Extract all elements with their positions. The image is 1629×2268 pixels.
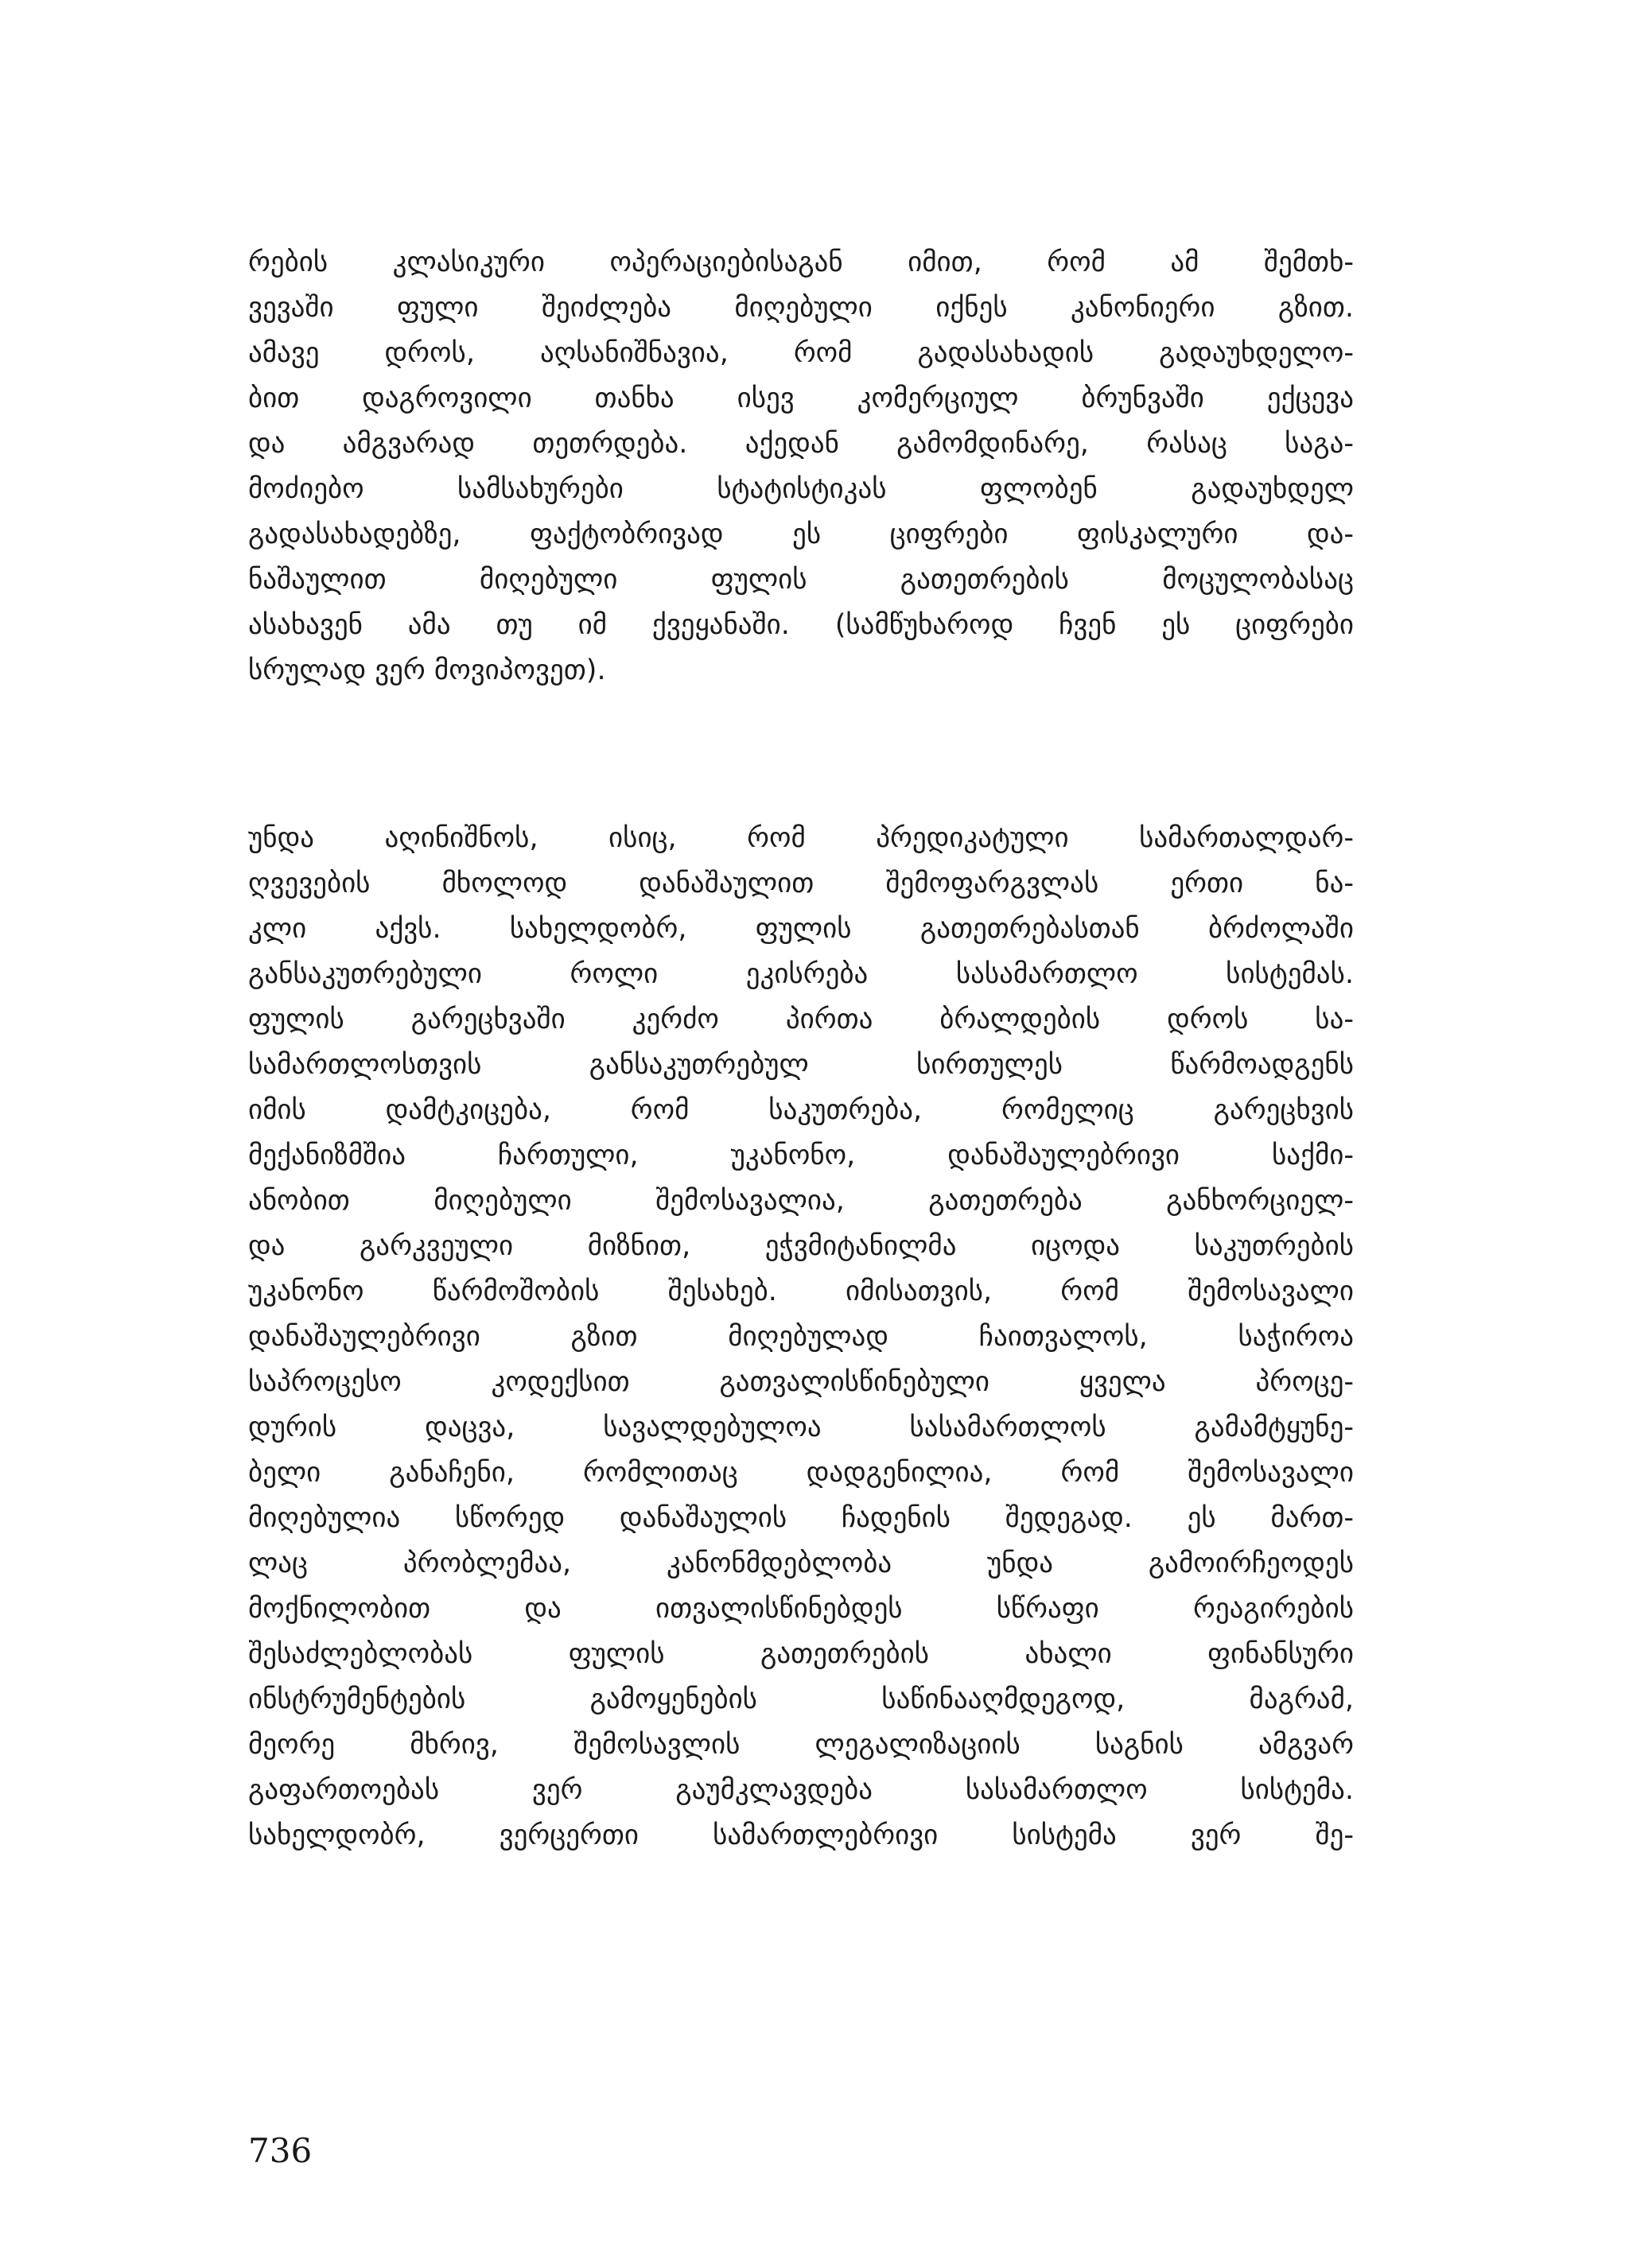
paragraph-1 (248, 240, 1354, 693)
text-line: სამართლოსთვის განსაკუთრებულ სირთულეს წარმოადგენს (248, 1049, 1354, 1081)
text-line: ლაც პრობლემაა, კანონმდებლობა უნდა გამოირჩეოდეს (248, 1548, 1354, 1579)
text-line: მექანიზმშია ჩართული, უკანონო, დანაშაულებრივი საქმი- (248, 1140, 1354, 1171)
text-line: განსაკუთრებული როლი ეკისრება სასამართლო სისტემას. (248, 958, 1354, 990)
text-line: შესაძლებლობას ფულის გათეთრების ახალი ფინანსური (248, 1638, 1354, 1670)
text-line: და გარკვეული მიზნით, ეჭვმიტანილმა იცოდა საკუთრების (248, 1230, 1354, 1262)
text-line: კლი აქვს. სახელდობრ, ფულის გათეთრებასთან ბრძოლაში (248, 913, 1354, 945)
paragraph-2 (248, 816, 1354, 1858)
text-line: დურის დაცვა, სავალდებულოა სასამართლოს გამამტყუნე- (248, 1412, 1354, 1443)
text-line: უნდა აღინიშნოს, ისიც, რომ პრედიკატული სამართალდარ- (248, 822, 1354, 854)
page-number: 736 (248, 2131, 313, 2170)
text-line: ამავე დროს, აღსანიშნავია, რომ გადასახადის გადაუხდელო- (248, 337, 1354, 369)
text-line: დანაშაულებრივი გზით მიღებულად ჩაითვალოს, საჭიროა (248, 1321, 1354, 1353)
text-line: ასახავენ ამა თუ იმ ქვეყანაში. (სამწუხაროდ ჩვენ ეს ციფრები (248, 609, 1354, 641)
text-line: მოძიებო სამსახურები სტატისტიკას ფლობენ გადაუხდელ (248, 473, 1354, 505)
text-line: საპროცესო კოდექსით გათვალისწინებული ყველა პროცე- (248, 1366, 1354, 1398)
text-line: მოქნილობით და ითვალისწინებდეს სწრაფი რეაგირების (248, 1593, 1354, 1625)
text-line: და ამგვარად თეთრდება. აქედან გამომდინარე, რასაც საგა- (248, 428, 1354, 460)
text-line: მეორე მხრივ, შემოსავლის ლეგალიზაციის საგნის ამგვარ (248, 1729, 1354, 1761)
text-line: რების კლასიკური ოპერაციებისაგან იმით, რომ ამ შემთხ- (248, 247, 1354, 278)
text-line: ნაშაულით მიღებული ფულის გათეთრების მოცულობასაც (248, 564, 1354, 596)
text-line: ბით დაგროვილი თანხა ისევ კომერციულ ბრუნვაში ექცევა (248, 383, 1354, 414)
text-line: ანობით მიღებული შემოსავალია, გათეთრება განხორციელ- (248, 1185, 1354, 1217)
text-line: გაფართოებას ვერ გაუმკლავდება სასამართლო სისტემა. (248, 1774, 1354, 1806)
text-line: ფულის გარეცხვაში კერძო პირთა ბრალდების დროს სა- (248, 1004, 1354, 1035)
text-line: სახელდობრ, ვერცერთი სამართლებრივი სისტემა ვერ შე- (248, 1819, 1354, 1851)
text-line: უკანონო წარმოშობის შესახებ. იმისათვის, რომ შემოსავალი (248, 1276, 1354, 1307)
text-line: მიღებულია სწორედ დანაშაულის ჩადენის შედეგად. ეს მართ- (248, 1502, 1354, 1534)
text-line: გადასახადებზე, ფაქტობრივად ეს ციფრები ფისკალური და- (248, 518, 1354, 550)
text-line: ბელი განაჩენი, რომლითაც დადგენილია, რომ შემოსავალი (248, 1457, 1354, 1489)
text-line: ღვევების მხოლოდ დანაშაულით შემოფარგვლას ერთი ნა- (248, 868, 1354, 899)
text-line: იმის დამტკიცება, რომ საკუთრება, რომელიც გარეცხვის (248, 1094, 1354, 1126)
text-line: სრულად ვერ მოვიპოვეთ). (248, 654, 606, 686)
text-line: ინსტრუმენტების გამოყენების საწინააღმდეგოდ, მაგრამ, (248, 1684, 1354, 1715)
text-line: ვევაში ფული შეიძლება მიღებული იქნეს კანონიერი გზით. (248, 292, 1354, 324)
